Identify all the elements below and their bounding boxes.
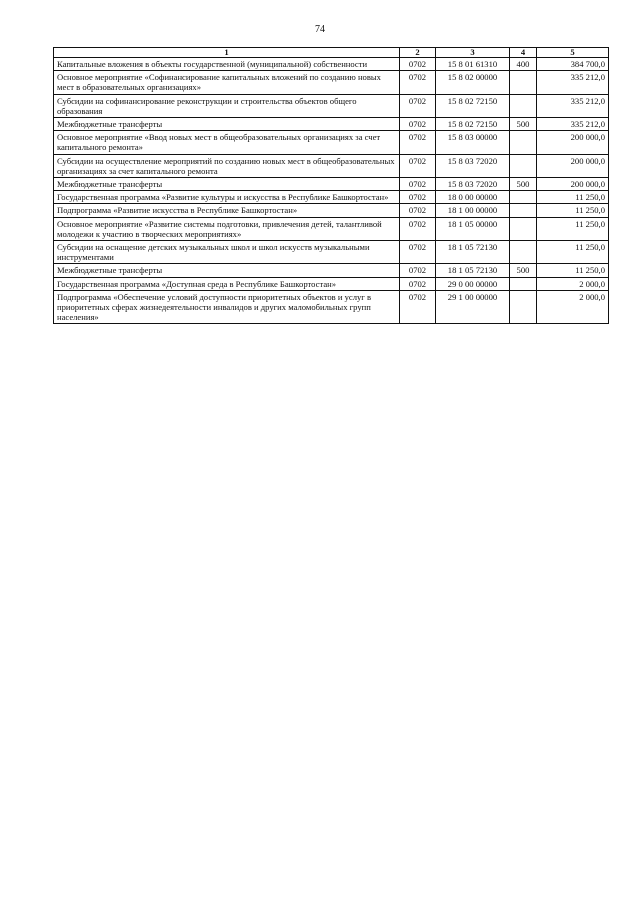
cell-code: 18 0 00 00000 <box>436 191 510 204</box>
cell-type <box>510 290 537 324</box>
cell-name: Субсидии на осуществление мероприятий по созданию новых мест в общеобразовательных организациях за счет капитального ремонта <box>54 154 400 177</box>
cell-code: 15 8 03 72020 <box>436 178 510 191</box>
column-header-section: 2 <box>400 48 436 58</box>
cell-code: 18 1 05 72130 <box>436 241 510 264</box>
column-header-type: 4 <box>510 48 537 58</box>
column-header-name: 1 <box>54 48 400 58</box>
table-row <box>54 178 609 191</box>
cell-section: 0702 <box>400 154 436 177</box>
cell-amount: 2 000,0 <box>537 277 609 290</box>
budget-table <box>53 47 609 324</box>
cell-amount: 335 212,0 <box>537 71 609 94</box>
cell-type: 400 <box>510 58 537 71</box>
cell-section: 0702 <box>400 191 436 204</box>
cell-type <box>510 277 537 290</box>
table-body <box>54 58 609 324</box>
cell-name: Капитальные вложения в объекты государственной (муниципальной) собственности <box>54 58 400 71</box>
cell-amount: 11 250,0 <box>537 217 609 240</box>
table-row <box>54 277 609 290</box>
cell-section: 0702 <box>400 131 436 154</box>
cell-name: Межбюджетные трансферты <box>54 178 400 191</box>
table-row <box>54 217 609 240</box>
cell-section: 0702 <box>400 94 436 117</box>
cell-section: 0702 <box>400 264 436 277</box>
table-row <box>54 264 609 277</box>
table-header-row <box>54 48 609 58</box>
cell-code: 15 8 03 72020 <box>436 154 510 177</box>
cell-code: 29 1 00 00000 <box>436 290 510 324</box>
cell-code: 18 1 05 72130 <box>436 264 510 277</box>
cell-amount: 11 250,0 <box>537 191 609 204</box>
cell-code: 15 8 02 72150 <box>436 118 510 131</box>
cell-name: Подпрограмма «Обеспечение условий доступности приоритетных объектов и услуг в приоритетных сферах жизнедеятельности инвалидов и других маломобильных групп населения» <box>54 290 400 324</box>
table-row <box>54 71 609 94</box>
cell-name: Государственная программа «Доступная среда в Республике Башкортостан» <box>54 277 400 290</box>
cell-code: 29 0 00 00000 <box>436 277 510 290</box>
cell-amount: 200 000,0 <box>537 131 609 154</box>
cell-code: 18 1 05 00000 <box>436 217 510 240</box>
table-row <box>54 204 609 217</box>
table-row <box>54 154 609 177</box>
table-row <box>54 58 609 71</box>
cell-type <box>510 217 537 240</box>
table-row <box>54 290 609 324</box>
cell-amount: 335 212,0 <box>537 94 609 117</box>
cell-section: 0702 <box>400 217 436 240</box>
cell-amount: 384 700,0 <box>537 58 609 71</box>
cell-amount: 11 250,0 <box>537 241 609 264</box>
cell-name: Субсидии на оснащение детских музыкальных школ и школ искусств музыкальными инструментами <box>54 241 400 264</box>
cell-section: 0702 <box>400 118 436 131</box>
cell-name: Подпрограмма «Развитие искусства в Республике Башкортостан» <box>54 204 400 217</box>
table-row <box>54 131 609 154</box>
cell-type <box>510 191 537 204</box>
cell-section: 0702 <box>400 204 436 217</box>
table-row <box>54 241 609 264</box>
cell-code: 18 1 00 00000 <box>436 204 510 217</box>
cell-name: Межбюджетные трансферты <box>54 264 400 277</box>
column-header-code: 3 <box>436 48 510 58</box>
cell-name: Основное мероприятие «Ввод новых мест в общеобразовательных организациях за счет капитального ремонта» <box>54 131 400 154</box>
cell-amount: 200 000,0 <box>537 154 609 177</box>
cell-code: 15 8 03 00000 <box>436 131 510 154</box>
column-header-amount: 5 <box>537 48 609 58</box>
cell-type <box>510 71 537 94</box>
cell-section: 0702 <box>400 58 436 71</box>
cell-name: Государственная программа «Развитие культуры и искусства в Республике Башкортостан» <box>54 191 400 204</box>
cell-amount: 335 212,0 <box>537 118 609 131</box>
cell-type <box>510 154 537 177</box>
cell-amount: 11 250,0 <box>537 264 609 277</box>
cell-code: 15 8 02 00000 <box>436 71 510 94</box>
cell-section: 0702 <box>400 290 436 324</box>
cell-type <box>510 131 537 154</box>
cell-type <box>510 94 537 117</box>
cell-name: Основное мероприятие «Софинансирование капитальных вложений по созданию новых мест в образовательных организациях» <box>54 71 400 94</box>
cell-code: 15 8 01 61310 <box>436 58 510 71</box>
cell-type: 500 <box>510 178 537 191</box>
cell-amount: 200 000,0 <box>537 178 609 191</box>
page-number: 74 <box>315 24 325 35</box>
table-row <box>54 118 609 131</box>
table-row <box>54 94 609 117</box>
cell-section: 0702 <box>400 178 436 191</box>
cell-section: 0702 <box>400 277 436 290</box>
cell-section: 0702 <box>400 241 436 264</box>
cell-code: 15 8 02 72150 <box>436 94 510 117</box>
cell-section: 0702 <box>400 71 436 94</box>
cell-type <box>510 241 537 264</box>
cell-amount: 2 000,0 <box>537 290 609 324</box>
cell-type <box>510 204 537 217</box>
cell-type: 500 <box>510 118 537 131</box>
table-row <box>54 191 609 204</box>
cell-name: Субсидии на софинансирование реконструкции и строительства объектов общего образования <box>54 94 400 117</box>
cell-type: 500 <box>510 264 537 277</box>
cell-amount: 11 250,0 <box>537 204 609 217</box>
cell-name: Межбюджетные трансферты <box>54 118 400 131</box>
cell-name: Основное мероприятие «Развитие системы подготовки, привлечения детей, талантливой молодежи к участию в творческих мероприятиях» <box>54 217 400 240</box>
